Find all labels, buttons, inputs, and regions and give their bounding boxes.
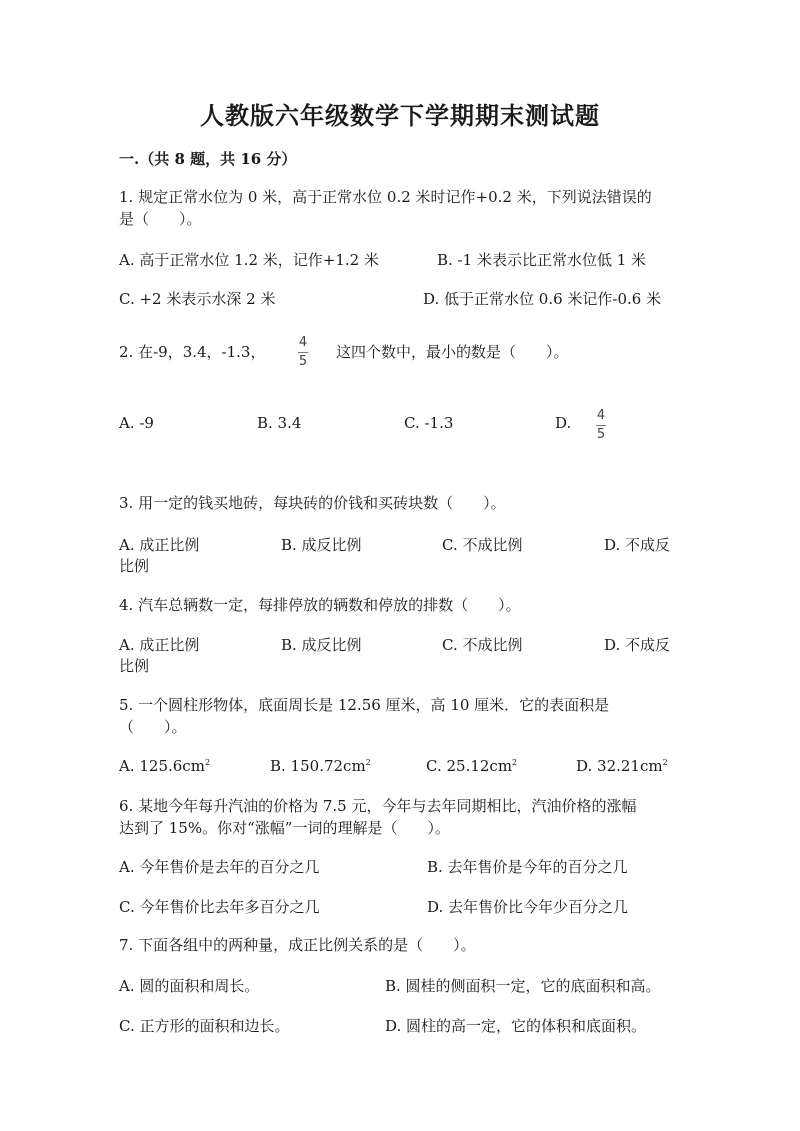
question-3-option-d-wrap: 比例 bbox=[119, 557, 150, 575]
option-text: D. 32.21cm bbox=[576, 757, 663, 775]
question-2-option-b: B. 3.4 bbox=[257, 414, 302, 432]
question-3-stem: 3. 用一定的钱买地砖，每块砖的价钱和买砖块数（ ）。 bbox=[119, 494, 506, 512]
question-2-stem-part2: 这四个数中，最小的数是（ ）。 bbox=[336, 343, 569, 361]
question-3-option-c: C. 不成比例 bbox=[442, 536, 523, 554]
page-title: 人教版六年级数学下学期期末测试题 bbox=[200, 101, 600, 130]
squared-superscript: 2 bbox=[512, 758, 518, 767]
question-6-option-a: A. 今年售价是去年的百分之几 bbox=[119, 858, 320, 876]
squared-superscript: 2 bbox=[204, 758, 211, 767]
question-2-option-d-fraction bbox=[596, 409, 606, 442]
question-5-stem-line2: （ ）。 bbox=[119, 718, 187, 736]
question-6-option-c: C. 今年售价比去年多百分之几 bbox=[119, 898, 320, 916]
question-1-option-c: C. +2 米表示水深 2 米 bbox=[119, 290, 276, 308]
question-4-option-c: C. 不成比例 bbox=[442, 636, 523, 654]
section-heading: 一.（共 8 题，共 16 分） bbox=[119, 150, 297, 168]
option-text: C. 25.12cm bbox=[426, 757, 513, 775]
question-1-option-b: B. -1 米表示比正常水位低 1 米 bbox=[437, 251, 647, 269]
question-7-option-b: B. 圆桂的侧面积一定，它的底面积和高。 bbox=[385, 977, 661, 995]
question-2-option-a: A. -9 bbox=[119, 414, 154, 432]
question-1-stem-line1: 1. 规定正常水位为 0 米，高于正常水位 0.2 米时记作+0.2 米，下列说法错误的 bbox=[119, 188, 652, 206]
question-4-option-a: A. 成正比例 bbox=[119, 636, 200, 654]
question-1-option-a: A. 高于正常水位 1.2 米，记作+1.2 米 bbox=[119, 251, 379, 269]
question-4-stem: 4. 汽车总辆数一定，每排停放的辆数和停放的排数（ ）。 bbox=[119, 596, 521, 614]
fraction-bar bbox=[298, 352, 308, 353]
question-4-option-d: D. 不成反 bbox=[604, 636, 671, 654]
question-1-stem-line2: 是（ ）。 bbox=[119, 210, 202, 228]
question-6-option-d: D. 去年售价比今年少百分之几 bbox=[427, 898, 629, 916]
question-6-stem-line2: 达到了 15%。你对“涨幅”一词的理解是（ ）。 bbox=[119, 819, 450, 837]
question-7-option-c: C. 正方形的面积和边长。 bbox=[119, 1017, 290, 1035]
question-3-option-a: A. 成正比例 bbox=[119, 536, 200, 554]
question-7-option-d: D. 圆柱的高一定，它的体积和底面积。 bbox=[385, 1017, 647, 1035]
question-3-option-b: B. 成反比例 bbox=[281, 536, 362, 554]
fraction-numerator: 4 bbox=[596, 408, 606, 423]
question-2-option-d: D. bbox=[555, 414, 572, 432]
question-4-option-d-wrap: 比例 bbox=[119, 657, 150, 675]
option-text: A. 125.6cm bbox=[119, 757, 205, 775]
question-3-option-d: D. 不成反 bbox=[604, 536, 671, 554]
question-7-stem: 7. 下面各组中的两种量，成正比例关系的是（ ）。 bbox=[119, 936, 476, 954]
fraction-bar bbox=[596, 425, 606, 426]
fraction-numerator: 4 bbox=[298, 335, 308, 350]
question-2-stem-part1: 2. 在-9，3.4，-1.3， bbox=[119, 343, 266, 361]
question-6-stem-line1: 6. 某地今年每升汽油的价格为 7.5 元，今年与去年同期相比，汽油价格的涨幅 bbox=[119, 797, 637, 815]
squared-superscript: 2 bbox=[662, 758, 668, 767]
question-2-option-c: C. -1.3 bbox=[404, 414, 454, 432]
question-5-option-b bbox=[270, 757, 371, 775]
question-5-option-a bbox=[119, 757, 210, 775]
option-text: B. 150.72cm bbox=[270, 757, 366, 775]
question-2-fraction bbox=[298, 336, 308, 369]
question-6-option-b: B. 去年售价是今年的百分之几 bbox=[427, 858, 628, 876]
question-5-option-d bbox=[576, 757, 668, 775]
fraction-denominator: 5 bbox=[596, 427, 606, 442]
fraction-denominator: 5 bbox=[298, 354, 308, 369]
squared-superscript: 2 bbox=[365, 758, 371, 767]
question-7-option-a: A. 圆的面积和周长。 bbox=[119, 977, 260, 995]
question-5-stem-line1: 5. 一个圆柱形物体，底面周长是 12.56 厘米，高 10 厘米．它的表面积是 bbox=[119, 696, 610, 714]
question-4-option-b: B. 成反比例 bbox=[281, 636, 362, 654]
question-1-option-d: D. 低于正常水位 0.6 米记作-0.6 米 bbox=[423, 290, 662, 308]
question-5-option-c bbox=[426, 757, 517, 775]
